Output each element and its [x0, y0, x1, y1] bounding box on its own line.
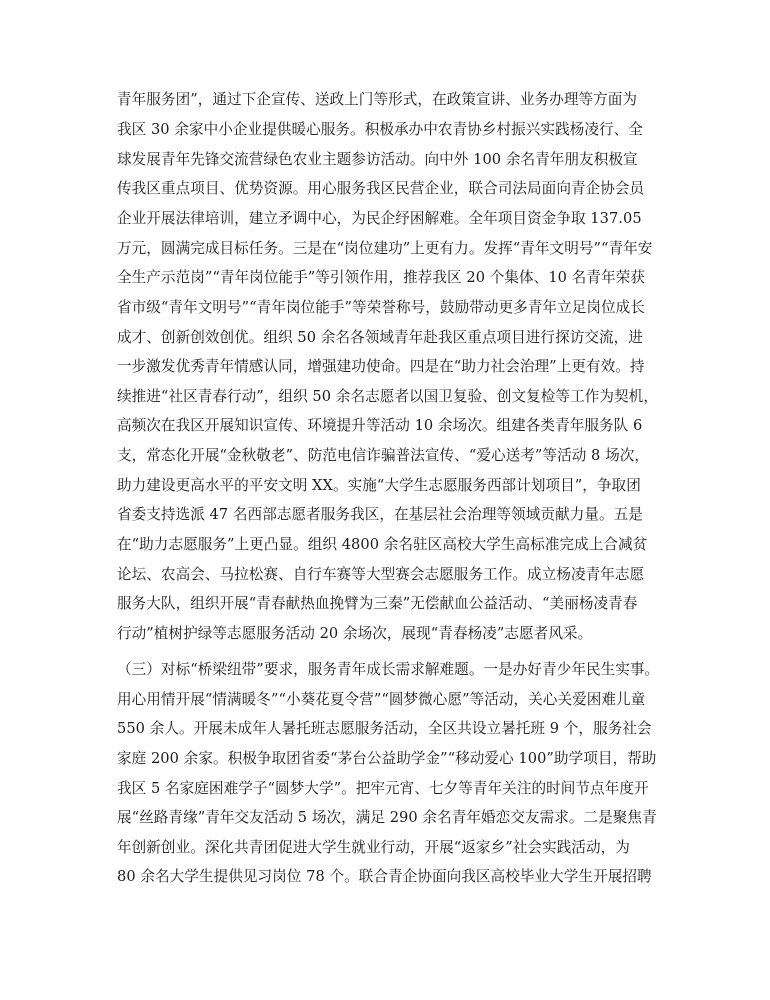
text-line: 续推进“社区青春行动”，组织 50 余名志愿者以国卫复验、创文复检等工作为契机， — [117, 388, 658, 405]
text-line: 我区 5 名家庭困难学子“圆梦大学”。把牢元宵、七夕等青年关注的时间节点年度开 — [117, 780, 649, 797]
text-line: 550 余人。开展未成年人暑托班志愿服务活动，全区共设立暑托班 9 个，服务社会 — [117, 720, 652, 737]
text-line: 年创新创业。深化共青团促进大学生就业行动，开展“返家乡”社会实践活动，为 — [117, 839, 630, 856]
text-line: 省市级“青年文明号”“青年岗位能手”等荣誉称号，鼓励带动更多青年立足岗位成长 — [117, 299, 645, 316]
text-line: 高频次在我区开展知识宣传、环境提升等活动 10 余场次。组建各类青年服务队 6 — [117, 417, 643, 434]
text-line: 企业开展法律培训，建立矛调中心，为民企纾困解难。全年项目资金争取 137.05 — [117, 210, 642, 227]
text-line: 展“丝路青缘”青年交友活动 5 场次，满足 290 余名青年婚恋交友需求。二是聚焦青 — [117, 809, 657, 826]
text-line: 在“助力志愿服务”上更凸显。组织 4800 余名驻区高校大学生高标准完成上合减贫 — [117, 536, 648, 553]
text-line: 球发展青年先锋交流营绿色农业主题参访活动。向中外 100 余名青年朋友积极宣 — [117, 151, 638, 168]
text-line: 行动”植树护绿等志愿服务活动 20 余场次，展现“青春杨凌”志愿者风采。 — [117, 625, 593, 642]
text-line: 助力建设更高水平的平安文明 XX。实施“大学生志愿服务西部计划项目”，争取团 — [117, 477, 641, 494]
text-line: 省委支持选派 47 名西部志愿者服务我区，在基层社会治理等领域贡献力量。五是 — [117, 506, 643, 523]
text-line: 支，常态化开展“金秋敬老”、防范电信诈骗普法宣传、“爱心送考”等活动 8 场次， — [117, 447, 650, 464]
text-line: 论坛、农高会、马拉松赛、自行车赛等大型赛会志愿服务工作。成立杨凌青年志愿 — [117, 566, 645, 583]
text-line: 全生产示范岗”“青年岗位能手”等引领作用，推荐我区 20 个集体、10 名青年荣获 — [117, 269, 645, 286]
text-line: 一步激发优秀青年情感认同，增强建功使命。四是在“助力社会治理”上更有效。持 — [117, 358, 645, 375]
text-line: 用心用情开展“情满暖冬”“小葵花夏令营”“圆梦微心愿”等活动，关心关爱困难儿童 — [117, 691, 646, 708]
text-line: 家庭 200 余家。积极争取团省委“茅台公益助学金”“移动爱心 100”助学项目，帮助 — [117, 750, 657, 767]
text-line: 80 余名大学生提供见习岗位 78 个。联合青企协面向我区高校毕业大学生开展招聘 — [117, 868, 652, 885]
section-heading-line: （三）对标“桥梁纽带”要求，服务青年成长需求解难题。一是办好青少年民生实事。 — [117, 661, 660, 678]
text-line: 成才、创新创效创优。组织 50 余名各领域青年赴我区重点项目进行探访交流，进 — [117, 329, 643, 346]
text-line: 万元，圆满完成目标任务。三是在“岗位建功”上更有力。发挥“青年文明号”“青年安 — [117, 240, 653, 257]
text-line: 青年服务团”，通过下企宣传、送政上门等形式，在政策宣讲、业务办理等方面为 — [117, 91, 638, 108]
text-line: 传我区重点项目、优势资源。用心服务我区民营企业，联合司法局面向青企协会员 — [117, 180, 645, 197]
text-line: 服务大队，组织开展“青春献热血挽臂为三秦”无偿献血公益活动、“美丽杨凌青春 — [117, 595, 638, 612]
text-line: 我区 30 余家中小企业提供暖心服务。积极承办中农青协乡村振兴实践杨凌行、全 — [117, 121, 643, 138]
